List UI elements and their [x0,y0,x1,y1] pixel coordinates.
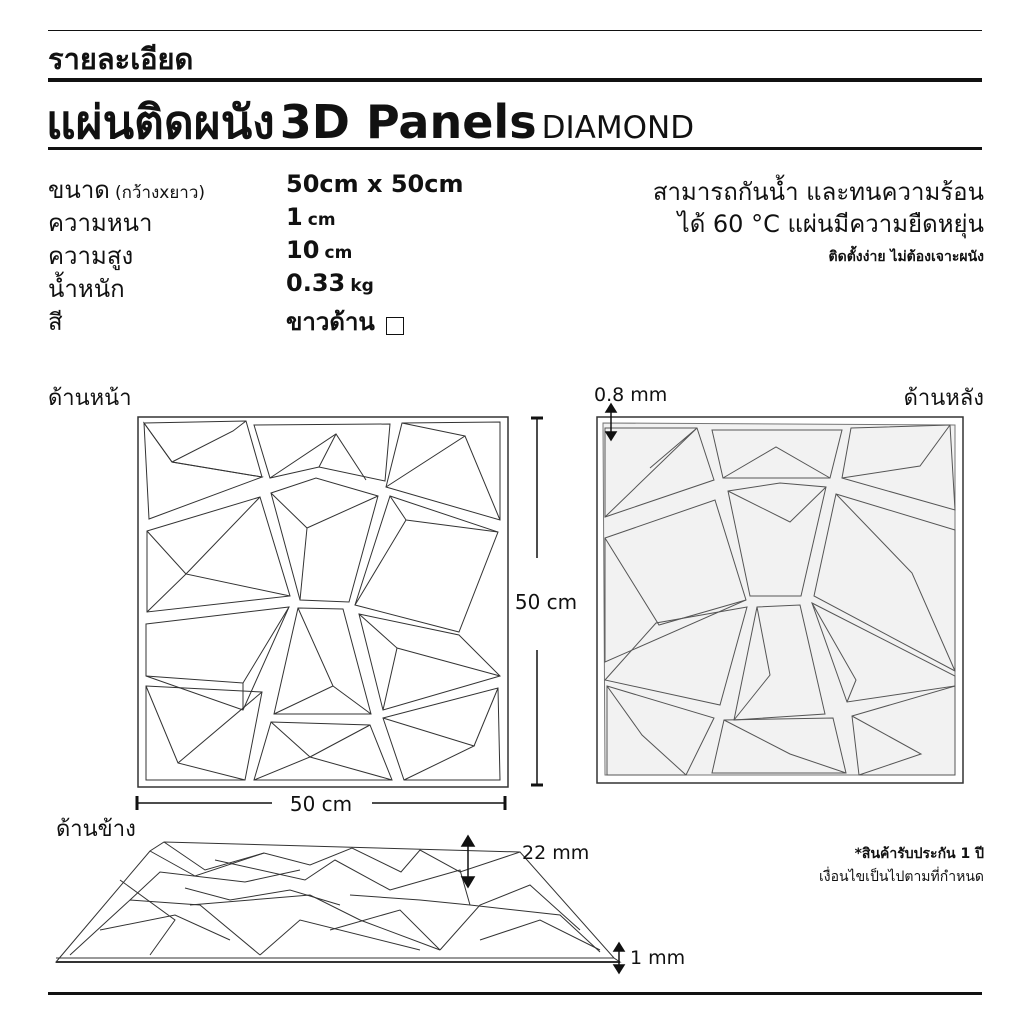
base-thickness-dimension [614,943,624,973]
spec-label: น้ำหนัก [48,275,125,303]
spec-label: ขนาด [48,176,110,204]
back-thickness-dimension [606,404,616,440]
relief-depth-dimension [462,836,474,887]
spec-value: 50cm x 50cm [286,170,464,198]
spec-value: 0.33 [286,269,346,297]
spec-unit: kg [350,276,374,296]
feature-line-3: ติดตั้งง่าย ไม่ต้องเจาะผนัง [828,249,984,265]
spec-value: 10 [286,236,320,264]
spec-value: 1 [286,203,303,231]
relief-depth-label: 22 mm [522,842,590,864]
feature-line-1: สามารถกันน้ำ และทนความร้อน [652,178,984,206]
front-width-label: 50 cm [289,792,353,816]
side-view-label: ด้านข้าง [56,817,136,842]
section-title: รายละเอียด [48,42,194,76]
product-title-th: แผ่นติดผนัง [46,95,275,149]
front-pattern [144,421,500,780]
warranty-line-2: เงื่อนไขเป็นไปตามที่กำหนด [818,869,984,885]
warranty-line-1: *สินค้ารับประกัน 1 ปี [854,846,984,862]
spec-label: ความสูง [48,242,134,270]
back-thickness-label: 0.8 mm [594,384,668,406]
back-view-label: ด้านหลัง [903,386,984,411]
spec-label-note: (กว้างxยาว) [114,183,206,203]
front-height-label: 50 cm [514,590,578,614]
spec-unit: cm [324,243,353,263]
spec-label: สี [48,308,63,336]
spec-label: ความหนา [48,209,153,237]
back-view [597,417,963,783]
feature-line-2: ได้ 60 °C แผ่นมีความยืดหยุ่น [677,210,984,238]
spec-value: ขาวด้าน [286,308,375,336]
front-view [138,417,508,787]
front-view-label: ด้านหน้า [48,386,132,411]
base-thickness-label: 1 mm [630,947,686,969]
product-title-en: 3D Panels [279,95,537,149]
spec-unit: cm [307,210,336,230]
product-model: DIAMOND [541,110,695,146]
